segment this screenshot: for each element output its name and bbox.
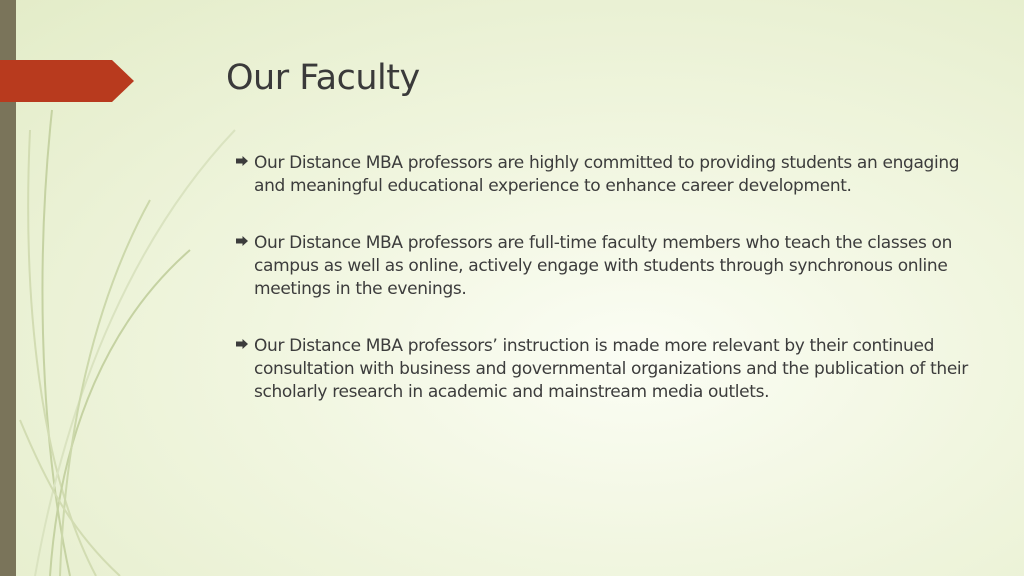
bullet-list (236, 152, 976, 438)
bullet-text: Our Distance MBA professors are full-time faculty members who teach the classes on campus as well as online, actively engage with students through synchronous online meetings in the evenings. (254, 233, 953, 299)
arrow-right-icon (236, 339, 248, 349)
title-accent-tab (0, 60, 134, 102)
bullet-text: Our Distance MBA professors are highly committed to providing students an engaging and meaningful educational experience to enhance career development. (254, 153, 960, 196)
bullet-item (236, 232, 976, 301)
bullet-item (236, 335, 976, 404)
bullet-text: Our Distance MBA professors’ instruction is made more relevant by their continued consultation with business and governmental organizations and the publication of their scholarly research in academic and mainstream media outlets. (254, 336, 968, 402)
arrow-right-icon (236, 156, 248, 166)
arrow-right-icon (236, 236, 248, 246)
slide-title: Our Faculty (226, 58, 420, 98)
bullet-item (236, 152, 976, 198)
